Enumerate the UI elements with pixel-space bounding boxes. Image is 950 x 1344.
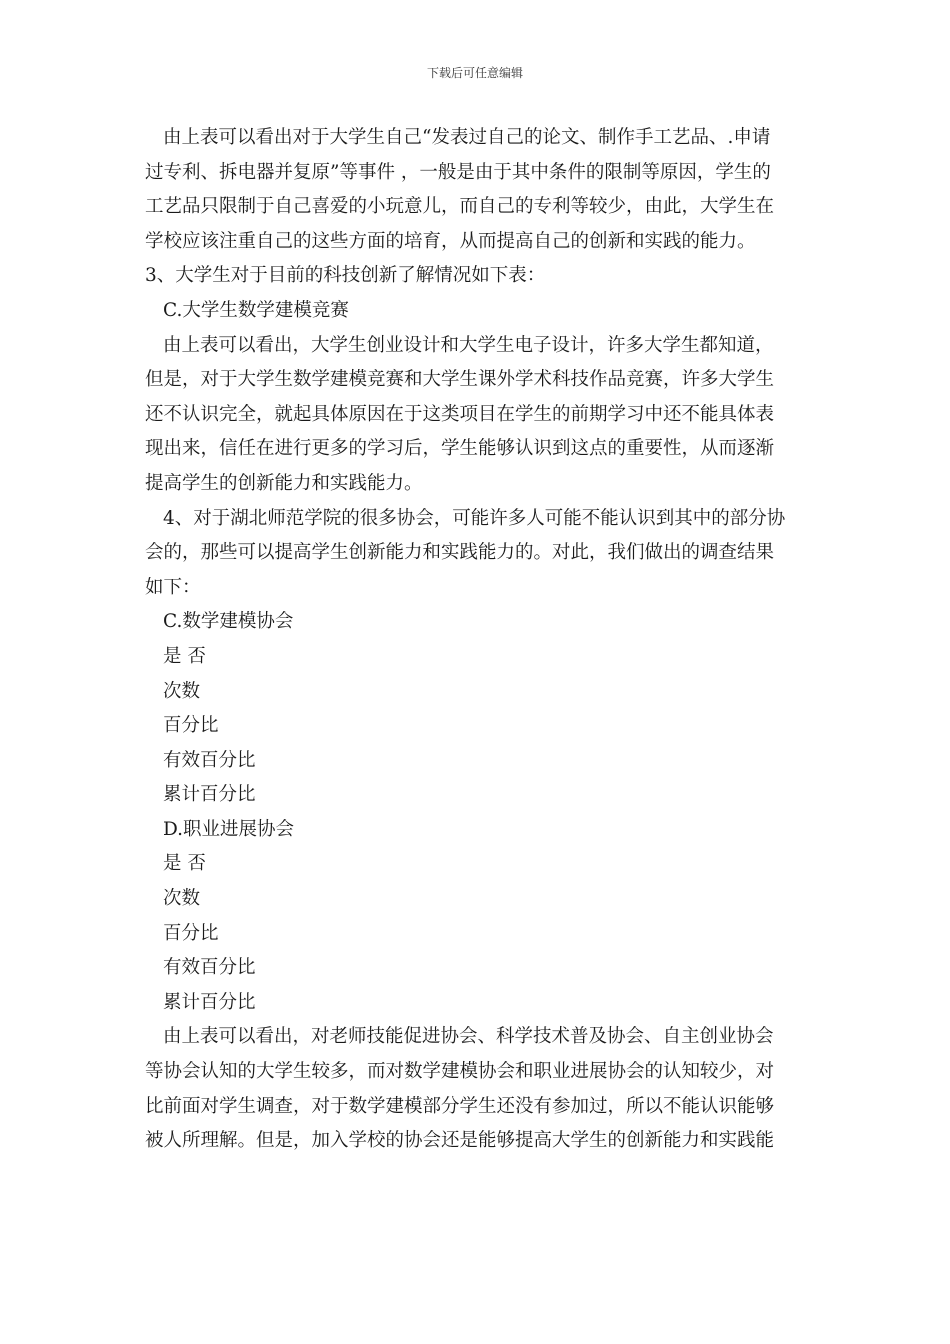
table-caption: D.职业进展协会: [163, 818, 295, 840]
text-line: 被人所理解。但是，加入学校的协会还是能够提高大学生的创新能力和实践能: [145, 1130, 775, 1152]
table-label: 次数: [163, 680, 201, 702]
text-line: 过专利、拆电器并复原”等事件 ，一般是由于其中条件的限制等原因，学生的: [145, 161, 771, 183]
table-label: 次数: [163, 888, 201, 910]
text-line: 比前面对学生调查，对于数学建模部分学生还没有参加过，所以不能认识能够: [145, 1095, 775, 1117]
table-label: 累计百分比: [163, 991, 256, 1013]
text-line: 提高学生的创新能力和实践能力。: [145, 472, 423, 494]
table-label: 是 否: [163, 645, 206, 667]
text-line: 还不认识完全，就起具体原因在于这类项目在学生的前期学习中还不能具体表: [145, 403, 775, 425]
text-line: 会的，那些可以提高学生创新能力和实践能力的。对此，我们做出的调查结果: [145, 542, 775, 564]
table-caption: C.数学建模协会: [163, 611, 294, 633]
section-heading-3: 3、大学生对于目前的科技创新了解情况如下表：: [145, 265, 546, 287]
table-label: 有效百分比: [163, 749, 256, 771]
table-label: 百分比: [163, 715, 219, 737]
text-line: 现出来，信任在进行更多的学习后，学生能够认识到这点的重要性，从而逐渐: [145, 438, 775, 460]
table-caption: C.大学生数学建模竞赛: [163, 299, 349, 321]
text-line: 由上表可以看出，对老师技能促进协会、科学技术普及协会、自主创业协会: [163, 1026, 774, 1048]
text-line: 工艺品只限制于自己喜爱的小玩意儿，而自己的专利等较少，由此，大学生在: [145, 196, 775, 218]
text-line: 由上表可以看出对于大学生自己“发表过自己的论文、制作手工艺品、.申请: [163, 127, 771, 148]
text-line: 但是，对于大学生数学建模竞赛和大学生课外学术科技作品竞赛，许多大学生: [145, 369, 775, 391]
table-label: 有效百分比: [163, 957, 256, 979]
text-line: 由上表可以看出，大学生创业设计和大学生电子设计，许多大学生都知道，: [163, 334, 774, 356]
document-body: [145, 121, 815, 1159]
section-heading-4: 4、对于湖北师范学院的很多协会，可能许多人可能不能认识到其中的部分协: [163, 507, 786, 529]
text-line: 如下：: [145, 576, 201, 598]
text-line: 等协会认知的大学生较多，而对数学建模协会和职业进展协会的认知较少，对: [145, 1061, 775, 1083]
page-header-note: 下载后可任意编辑: [426, 66, 523, 80]
table-label: 百分比: [163, 922, 219, 944]
text-line: 学校应该注重自己的这些方面的培育，从而提高自己的创新和实践的能力。: [145, 230, 756, 252]
table-label: 是 否: [163, 853, 206, 875]
table-label: 累计百分比: [163, 784, 256, 806]
